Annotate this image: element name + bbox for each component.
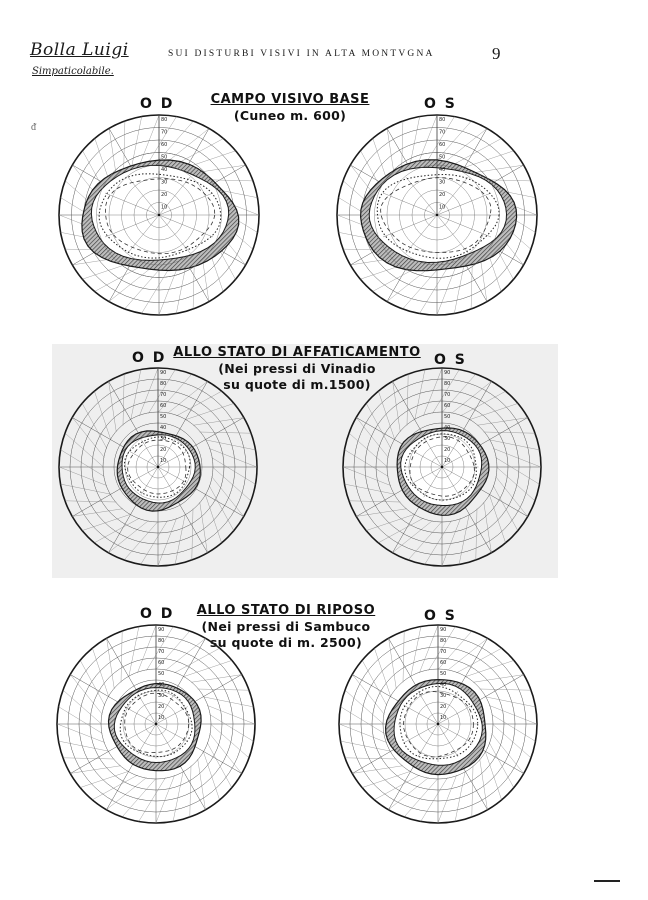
ring-label: 40 [161, 167, 168, 173]
fixation-point [157, 466, 159, 468]
ring-label: 70 [160, 392, 167, 398]
chart-hatch-line [65, 433, 104, 467]
section2-subtitle-line2: su quote di m.1500) [223, 377, 371, 392]
ring-label: 40 [444, 425, 451, 431]
stray-mark: ᵭ [31, 122, 36, 133]
handwritten-signature: Bolla Luigi [30, 40, 129, 60]
ring-label: 50 [439, 154, 446, 161]
chart-hatch-line [123, 374, 124, 425]
chart-hatch-line [156, 775, 175, 823]
chart-hatch-line [207, 743, 232, 788]
chart-hatch-line [345, 690, 384, 724]
ring-label: 80 [160, 381, 167, 387]
chart-hatch-line [345, 450, 389, 477]
chart-hatch-line [92, 775, 137, 800]
ring-label: 90 [444, 370, 451, 376]
chart-hatch-line [493, 448, 541, 467]
ring-label: 30 [161, 179, 168, 186]
chart-hatch-line [480, 759, 488, 810]
chart-hatch-line [169, 128, 210, 160]
chart-hatch-line [374, 775, 419, 800]
chart-hatch-line [59, 467, 107, 486]
chart-hatch-line [57, 724, 105, 743]
chart-hatch-line [125, 270, 159, 309]
chart-hatch-line [378, 518, 423, 543]
chart-hatch-line [356, 417, 388, 457]
ring-label: 60 [439, 142, 446, 148]
chart-hatch-line [108, 521, 148, 553]
ring-label: 40 [439, 167, 446, 173]
chart-hatch-line [209, 448, 257, 467]
ring-label: 90 [440, 627, 447, 633]
chart-hatch-line [473, 675, 524, 683]
ring-label: 70 [158, 649, 165, 655]
running-title: SUI DISTURBI VISIVI IN ALTA MONTVGNA [168, 49, 435, 59]
ring-label: 30 [439, 179, 446, 186]
chart-hatch-line [345, 758, 396, 759]
section1-left-eye-label: O D [140, 96, 175, 112]
chart-hatch-line [82, 403, 107, 448]
chart-hatch-line [106, 778, 146, 810]
chart-hatch-line [447, 128, 488, 160]
chart-hatch-line [107, 638, 115, 689]
chart-hatch-line [425, 521, 452, 565]
chart-hatch-line [121, 631, 122, 682]
chart-hatch-line [492, 734, 524, 774]
chart-hatch-line [159, 267, 178, 315]
chart-hatch-line [209, 486, 234, 531]
chart-hatch-line [190, 766, 191, 817]
chart-hatch-line [158, 518, 177, 566]
chart-os-base [334, 112, 540, 318]
chart-hatch-line [349, 433, 388, 467]
chart-hatch-line [448, 638, 488, 670]
fixation-point [437, 723, 439, 725]
chart-hatch-line [410, 117, 420, 168]
ring-label: 90 [158, 627, 165, 633]
chart-hatch-line [198, 759, 206, 810]
chart-hatch-line [461, 391, 506, 416]
chart-hatch-line [339, 724, 387, 743]
chart-hatch-line [408, 521, 442, 560]
chart-hatch-line [419, 625, 438, 673]
chart-hatch-line [210, 724, 249, 758]
chart-hatch-line [356, 509, 407, 517]
chart-hatch-line [393, 381, 401, 432]
ring-label: 20 [160, 447, 167, 453]
chart-hatch-line [352, 674, 384, 714]
ring-label: 70 [444, 392, 451, 398]
chart-hatch-line [389, 638, 397, 689]
chart-hatch-line [404, 778, 438, 817]
ring-label: 30 [160, 436, 167, 442]
chart-hatch-line [177, 391, 222, 416]
chart-hatch-line [63, 758, 114, 759]
chart-hatch-line [207, 705, 255, 724]
chart-hatch-line [168, 381, 208, 413]
chart-hatch-line [493, 486, 518, 531]
ring-label: 20 [444, 447, 451, 453]
chart-hatch-line [200, 432, 251, 433]
chart-hatch-line [484, 432, 535, 433]
fixation-point [441, 466, 443, 468]
ring-label: 20 [439, 192, 446, 198]
ring-label: 50 [160, 414, 167, 420]
handwritten-note: Simpaticolabile. [32, 66, 114, 77]
chart-hatch-line [95, 267, 141, 292]
chart-od-fatigue [56, 365, 260, 569]
chart-hatch-line [198, 689, 249, 690]
chart-hatch-line [63, 690, 102, 724]
ring-label: 50 [161, 154, 168, 161]
chart-hatch-line [402, 121, 403, 173]
ring-label: 20 [158, 704, 165, 710]
ring-label: 30 [158, 693, 165, 699]
section2-subtitle-line1: (Nei pressi di Vinadio [218, 361, 376, 376]
chart-hatch-line [187, 151, 236, 168]
chart-hatch-line [418, 115, 437, 163]
section3-title: ALLO STATO DI RIPOSO [196, 603, 376, 618]
ring-label: 70 [161, 129, 168, 136]
chart-hatch-line [212, 458, 256, 485]
chart-hatch-line [70, 766, 121, 774]
chart-hatch-line [442, 518, 461, 566]
ring-label: 50 [158, 671, 165, 677]
chart-hatch-line [65, 501, 116, 502]
ring-label: 30 [440, 693, 447, 699]
ring-label: 10 [158, 715, 165, 721]
ring-label: 30 [444, 436, 451, 442]
chart-hatch-line [70, 674, 102, 714]
chart-hatch-line [484, 502, 492, 553]
section3-subtitle-line2: su quote di m. 2500) [209, 635, 363, 650]
fixation-point [155, 723, 157, 725]
chart-hatch-line [477, 418, 528, 426]
chart-hatch-line [472, 766, 473, 817]
chart-od-base [56, 112, 262, 318]
chart-os-rest [336, 622, 540, 826]
ring-label: 60 [161, 142, 168, 148]
ring-label: 90 [160, 370, 167, 376]
page-number: 9 [492, 44, 501, 63]
chart-hatch-line [489, 705, 537, 724]
chart-hatch-line [178, 139, 224, 164]
chart-hatch-line [341, 707, 385, 734]
chart-hatch-line [403, 631, 404, 682]
ring-label: 80 [158, 638, 165, 644]
ring-label: 40 [440, 682, 447, 688]
chart-hatch-line [456, 139, 502, 164]
ring-label: 80 [444, 381, 451, 387]
ring-label: 10 [160, 458, 167, 464]
chart-hatch-line [139, 368, 158, 416]
chart-hatch-line [124, 121, 125, 173]
section3-subtitle-line1: (Nei pressi di Sambuco [201, 619, 371, 634]
chart-hatch-line [465, 151, 514, 168]
footer-rule [594, 880, 620, 882]
section3-right-eye-label: O S [424, 608, 457, 624]
chart-hatch-line [366, 403, 391, 448]
chart-hatch-line [438, 775, 457, 823]
chart-hatch-line [72, 509, 123, 517]
chart-hatch-line [362, 660, 387, 705]
chart-hatch-line [496, 477, 528, 517]
chart-hatch-line [457, 648, 502, 673]
ring-label: 50 [444, 414, 451, 420]
chart-hatch-line [492, 715, 536, 742]
chart-hatch-line [139, 778, 166, 822]
ring-label: 70 [440, 649, 447, 655]
chart-hatch-line [452, 381, 492, 413]
ring-label: 40 [158, 682, 165, 688]
ring-label: 80 [440, 638, 447, 644]
chart-hatch-line [392, 521, 432, 553]
chart-hatch-line [94, 518, 139, 543]
chart-hatch-line [387, 269, 428, 301]
chart-hatch-line [137, 625, 156, 673]
chart-hatch-line [437, 267, 456, 315]
ring-label: 70 [439, 129, 446, 136]
ring-label: 10 [444, 458, 451, 464]
chart-hatch-line [132, 117, 142, 168]
section2-title: ALLO STATO DI AFFATICAMENTO [173, 345, 421, 360]
chart-od-rest [54, 622, 258, 826]
fixation-point [158, 214, 160, 216]
chart-hatch-line [191, 675, 242, 683]
ring-label: 80 [439, 117, 446, 123]
ring-label: 20 [440, 704, 447, 710]
chart-hatch-line [59, 707, 103, 734]
ring-label: 60 [160, 403, 167, 409]
ring-label: 50 [440, 671, 447, 677]
chart-hatch-line [454, 263, 464, 314]
chart-hatch-line [192, 509, 193, 560]
chart-hatch-line [193, 418, 244, 426]
chart-hatch-line [141, 521, 168, 565]
ring-label: 10 [161, 204, 168, 211]
chart-hatch-line [421, 778, 448, 822]
section2-right-eye-label: O S [434, 352, 467, 368]
chart-hatch-line [496, 458, 540, 485]
chart-hatch-line [175, 648, 220, 673]
section1-title: CAMPO VISIVO BASE [210, 92, 370, 107]
ring-label: 60 [158, 660, 165, 666]
ring-label: 60 [440, 660, 447, 666]
chart-hatch-line [480, 689, 531, 690]
chart-hatch-line [140, 115, 159, 163]
ring-label: 80 [161, 117, 168, 123]
chart-hatch-line [403, 270, 437, 309]
chart-hatch-line [109, 381, 117, 432]
chart-hatch-line [124, 521, 158, 560]
section1-subtitle-line1: (Cuneo m. 600) [233, 108, 347, 123]
chart-hatch-line [492, 724, 531, 758]
chart-hatch-line [343, 467, 391, 486]
chart-hatch-line [407, 374, 408, 425]
chart-hatch-line [210, 734, 242, 774]
chart-hatch-line [212, 467, 251, 501]
chart-hatch-line [61, 450, 105, 477]
chart-hatch-line [489, 743, 514, 788]
chart-hatch-line [80, 660, 105, 705]
chart-hatch-line [349, 501, 400, 502]
ring-label: 10 [439, 204, 446, 211]
chart-hatch-line [72, 417, 104, 457]
chart-hatch-line [166, 638, 206, 670]
chart-hatch-line [423, 368, 442, 416]
chart-hatch-line [109, 269, 149, 301]
ring-label: 10 [440, 715, 447, 721]
chart-os-fatigue [340, 365, 544, 569]
section2-left-eye-label: O D [132, 350, 167, 366]
chart-hatch-line [122, 778, 156, 817]
ring-label: 20 [161, 192, 168, 198]
chart-hatch-line [496, 467, 535, 501]
section3-left-eye-label: O D [140, 606, 175, 622]
chart-hatch-line [212, 477, 244, 517]
chart-hatch-line [388, 778, 428, 810]
chart-hatch-line [476, 509, 477, 560]
fixation-point [436, 214, 438, 216]
chart-hatch-line [352, 766, 403, 774]
ring-label: 40 [160, 425, 167, 431]
ring-label: 60 [444, 403, 451, 409]
chart-hatch-line [200, 502, 208, 553]
section1-right-eye-label: O S [424, 96, 457, 112]
chart-hatch-line [210, 715, 254, 742]
